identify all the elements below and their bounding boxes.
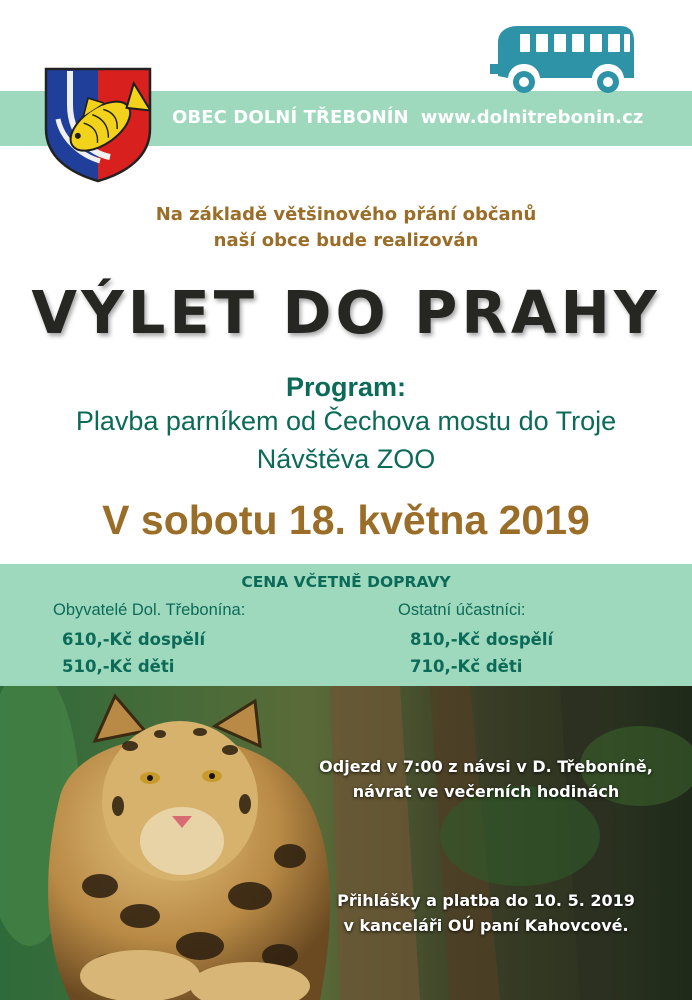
registration-info	[300, 888, 672, 938]
residents-label: Obyvatelé Dol. Třebonína:	[53, 601, 246, 619]
price-heading: CENA VČETNĚ DOPRAVY	[241, 573, 451, 591]
others-child-price: 710,-Kč děti	[410, 657, 523, 676]
registration-line-1: Přihlášky a platba do 10. 5. 2019	[337, 891, 635, 910]
departure-line-2: návrat ve večerních hodinách	[352, 782, 620, 801]
departure-line-1: Odjezd v 7:00 z návsi v D. Třeboníně,	[319, 757, 653, 776]
bus-icon	[488, 22, 638, 96]
clouded-leopard-photo	[0, 686, 692, 1000]
others-adult-price: 810,-Kč dospělí	[410, 630, 554, 649]
departure-info	[300, 754, 672, 804]
municipality-name: OBEC DOLNÍ TŘEBONÍN	[172, 107, 409, 128]
program-item-zoo: Návštěva ZOO	[256, 444, 436, 474]
residents-adult-price: 610,-Kč dospělí	[62, 630, 206, 649]
registration-line-2: v kanceláři OÚ paní Kahovcové.	[343, 916, 629, 935]
intro-line-1: Na základě většinového přání občanů	[155, 204, 537, 225]
intro-line-2: naší obce bude realizován	[213, 230, 479, 251]
program-heading: Program:	[285, 372, 407, 402]
event-date: V sobotu 18. května 2019	[102, 497, 590, 543]
website-link[interactable]: www.dolnitrebonin.cz	[420, 107, 644, 128]
event-title: VÝLET DO PRAHY	[31, 278, 661, 347]
coat-of-arms-icon	[40, 65, 156, 183]
header-text	[172, 107, 643, 128]
others-label: Ostatní účastníci:	[398, 601, 526, 619]
residents-child-price: 510,-Kč děti	[62, 657, 175, 676]
program-item-cruise: Plavba parníkem od Čechova mostu do Troje	[75, 406, 617, 436]
